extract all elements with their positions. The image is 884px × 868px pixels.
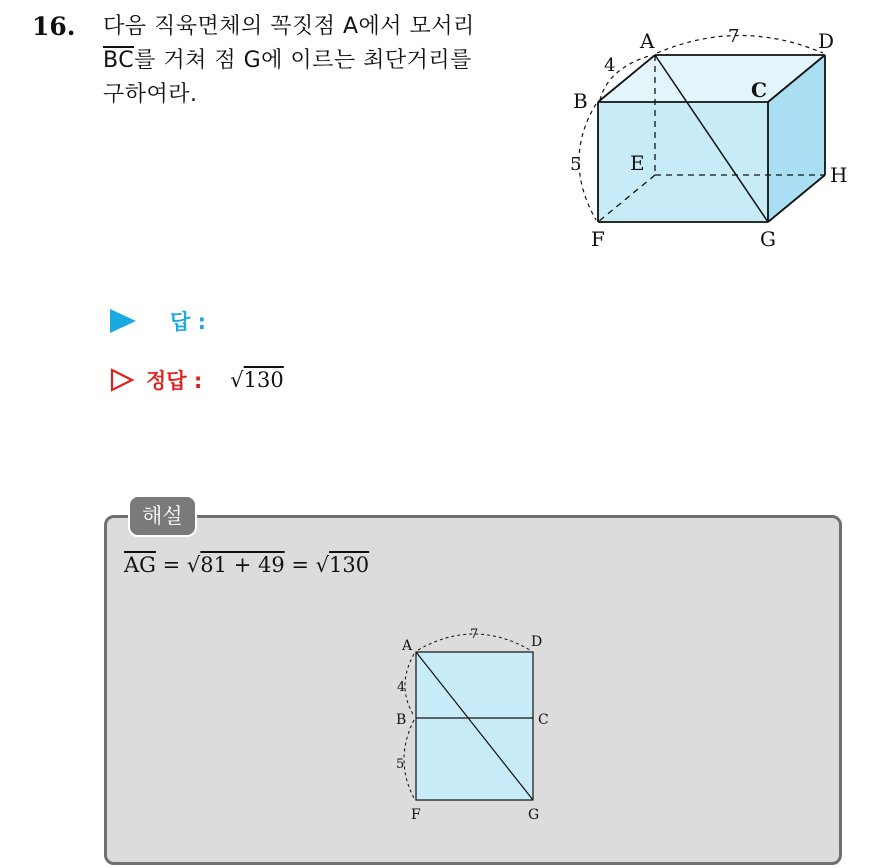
front-face: [598, 102, 768, 222]
label-g: G: [760, 227, 776, 251]
correct-answer-radicand: 130: [243, 368, 284, 392]
dim-bf: 5: [570, 154, 582, 175]
formula-lhs: $\overline{AG}$: [124, 553, 156, 577]
dim-ab: 4: [604, 55, 616, 76]
formula-mid: 81 + 49: [200, 553, 285, 577]
label-c: C: [751, 78, 767, 102]
label-d: D: [818, 29, 835, 53]
question-text: [103, 10, 543, 112]
formula-result: 130: [329, 553, 370, 577]
label-a: A: [640, 29, 655, 53]
label-b: B: [573, 89, 588, 113]
answer-row: [110, 306, 234, 336]
net-label-a: A: [402, 638, 413, 654]
question-line-2-rest: 를 거쳐 점 G에 이르는 최단거리를: [134, 48, 472, 73]
correct-answer-label: 정답 :: [146, 369, 203, 393]
net-dim-bf: 5: [396, 757, 405, 772]
formula-eq-2: =: [284, 553, 316, 577]
net-label-f: F: [411, 807, 421, 823]
label-h: H: [830, 163, 848, 187]
label-f: F: [591, 227, 605, 251]
net-figure: [390, 628, 570, 828]
dim-ad: 7: [728, 26, 740, 47]
label-e: E: [630, 151, 645, 175]
net-dim-ad: 7: [470, 628, 479, 642]
net-label-d: D: [531, 634, 543, 650]
net-label-g: G: [528, 807, 540, 823]
question-line-3: 구하여라.: [103, 82, 198, 107]
explanation-tab: 해설: [128, 495, 197, 537]
net-label-c: C: [538, 712, 549, 728]
cuboid-figure: [560, 20, 860, 260]
correct-marker-icon: [110, 368, 134, 392]
explanation-formula: $\overline{AG} = √81 + 49 = √130$: [124, 553, 370, 577]
net-dim-ab: 4: [397, 680, 406, 695]
net-label-b: B: [396, 712, 407, 728]
correct-answer-row: [110, 365, 284, 395]
answer-marker-icon: [110, 309, 136, 333]
question-line-2: [103, 44, 543, 78]
question-number: 16.: [32, 12, 76, 41]
segment-bc: $\overline{BC}$: [103, 48, 135, 73]
answer-label: 답 :: [170, 310, 206, 334]
formula-eq-1: =: [155, 553, 187, 577]
question-line-1: 다음 직육면체의 꼭짓점 A에서 모서리: [103, 14, 475, 39]
correct-answer-value: √130: [230, 368, 284, 392]
